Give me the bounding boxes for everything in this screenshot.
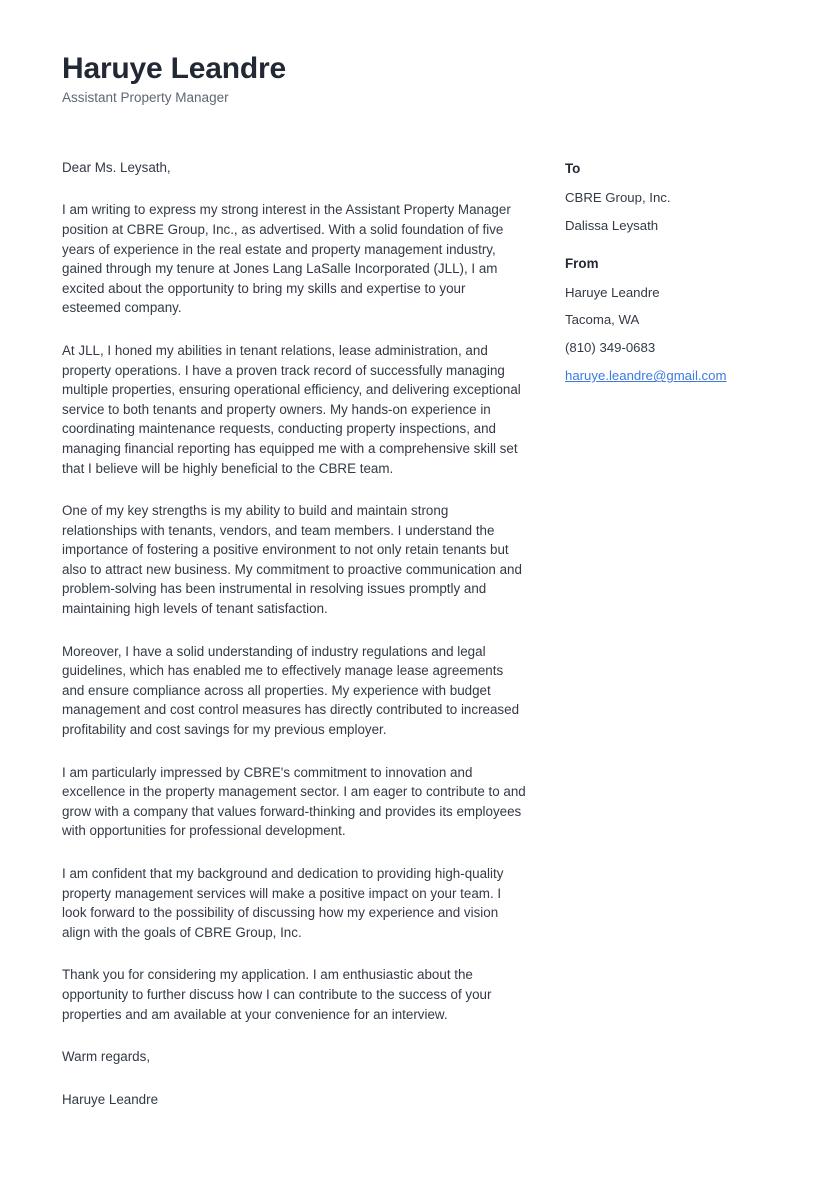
contact-to-company: CBRE Group, Inc. <box>565 189 671 205</box>
letter-paragraph: I am particularly impressed by CBRE's commitment to innovation and excellence in the property management sector. I am eager to contribute to and grow with a company that values forward-thinking and provides its employees with opportunities for professional development. <box>62 764 526 839</box>
applicant-name: Haruye Leandre <box>62 52 286 85</box>
contact-from-location: Tacoma, WA <box>565 312 640 328</box>
contact-from-heading: From <box>565 255 599 271</box>
letter-paragraph: One of my key strengths is my ability to build and maintain strong relationships with tenants, vendors, and team members. I understand the importance of fostering a positive environment to not only retain tenants but also to attract new business. My commitment to proactive communication and problem-solving has been instrumental in resolving issues promptly and maintaining high levels of tenant satisfaction. <box>62 503 522 617</box>
letter-salutation: Dear Ms. Leysath, <box>62 159 171 175</box>
contact-from-phone: (810) 349-0683 <box>565 340 656 356</box>
contact-sidebar <box>565 158 785 384</box>
contact-to-recipient: Dalissa Leysath <box>565 217 659 233</box>
contact-block-to <box>565 161 785 234</box>
letter-paragraph: I am writing to express my strong interest in the Assistant Property Manager position at CBRE Group, Inc., as advertised. With a solid foundation of five years of experience in the real estate and property management industry, gained through my tenure at Jones Lang LaSalle Incorporated (JLL), I am excited about the opportunity to bring my skills and expertise to your esteemed company. <box>62 202 511 316</box>
contact-from-email-row <box>565 368 785 384</box>
contact-to-heading: To <box>565 160 581 176</box>
applicant-job-title: Assistant Property Manager <box>62 89 229 105</box>
letter-signature: Haruye Leandre <box>62 1091 159 1107</box>
contact-from-name: Haruye Leandre <box>565 284 660 300</box>
contact-email-link[interactable]: haruye.leandre@gmail.com <box>565 368 727 384</box>
letter-header <box>62 52 785 106</box>
contact-block-from <box>565 256 785 384</box>
letter-paragraph: I am confident that my background and dedication to providing high-quality property management services will make a positive impact on your team. I look forward to the possibility of discussing how my experience and vision align with the goals of CBRE Group, Inc. <box>62 866 504 940</box>
letter-content-column <box>62 158 527 1110</box>
letter-body-columns <box>62 158 785 1110</box>
letter-closing: Warm regards, <box>62 1049 151 1065</box>
letter-paragraph: Moreover, I have a solid understanding of industry regulations and legal guidelines, which has enabled me to effectively manage lease agreements and ensure compliance across all properties. My experience with budget management and cost control measures has directly contributed to increased profitability and cost savings for my previous employer. <box>62 643 520 738</box>
letter-paragraph: At JLL, I honed my abilities in tenant relations, lease administration, and property operations. I have a proven track record of successfully managing multiple properties, ensuring operational efficiency, and delivering exceptional service to both tenants and property owners. My hands-on experience in coordinating maintenance requests, conducting property inspections, and managing financial reporting has equipped me with a comprehensive skill set that I believe will be highly beneficial to the CBRE team. <box>62 342 521 476</box>
letter-paragraph: Thank you for considering my application. I am enthusiastic about the opportunity to further discuss how I can contribute to the success of your properties and am available at your convenience for an interview. <box>62 967 492 1022</box>
